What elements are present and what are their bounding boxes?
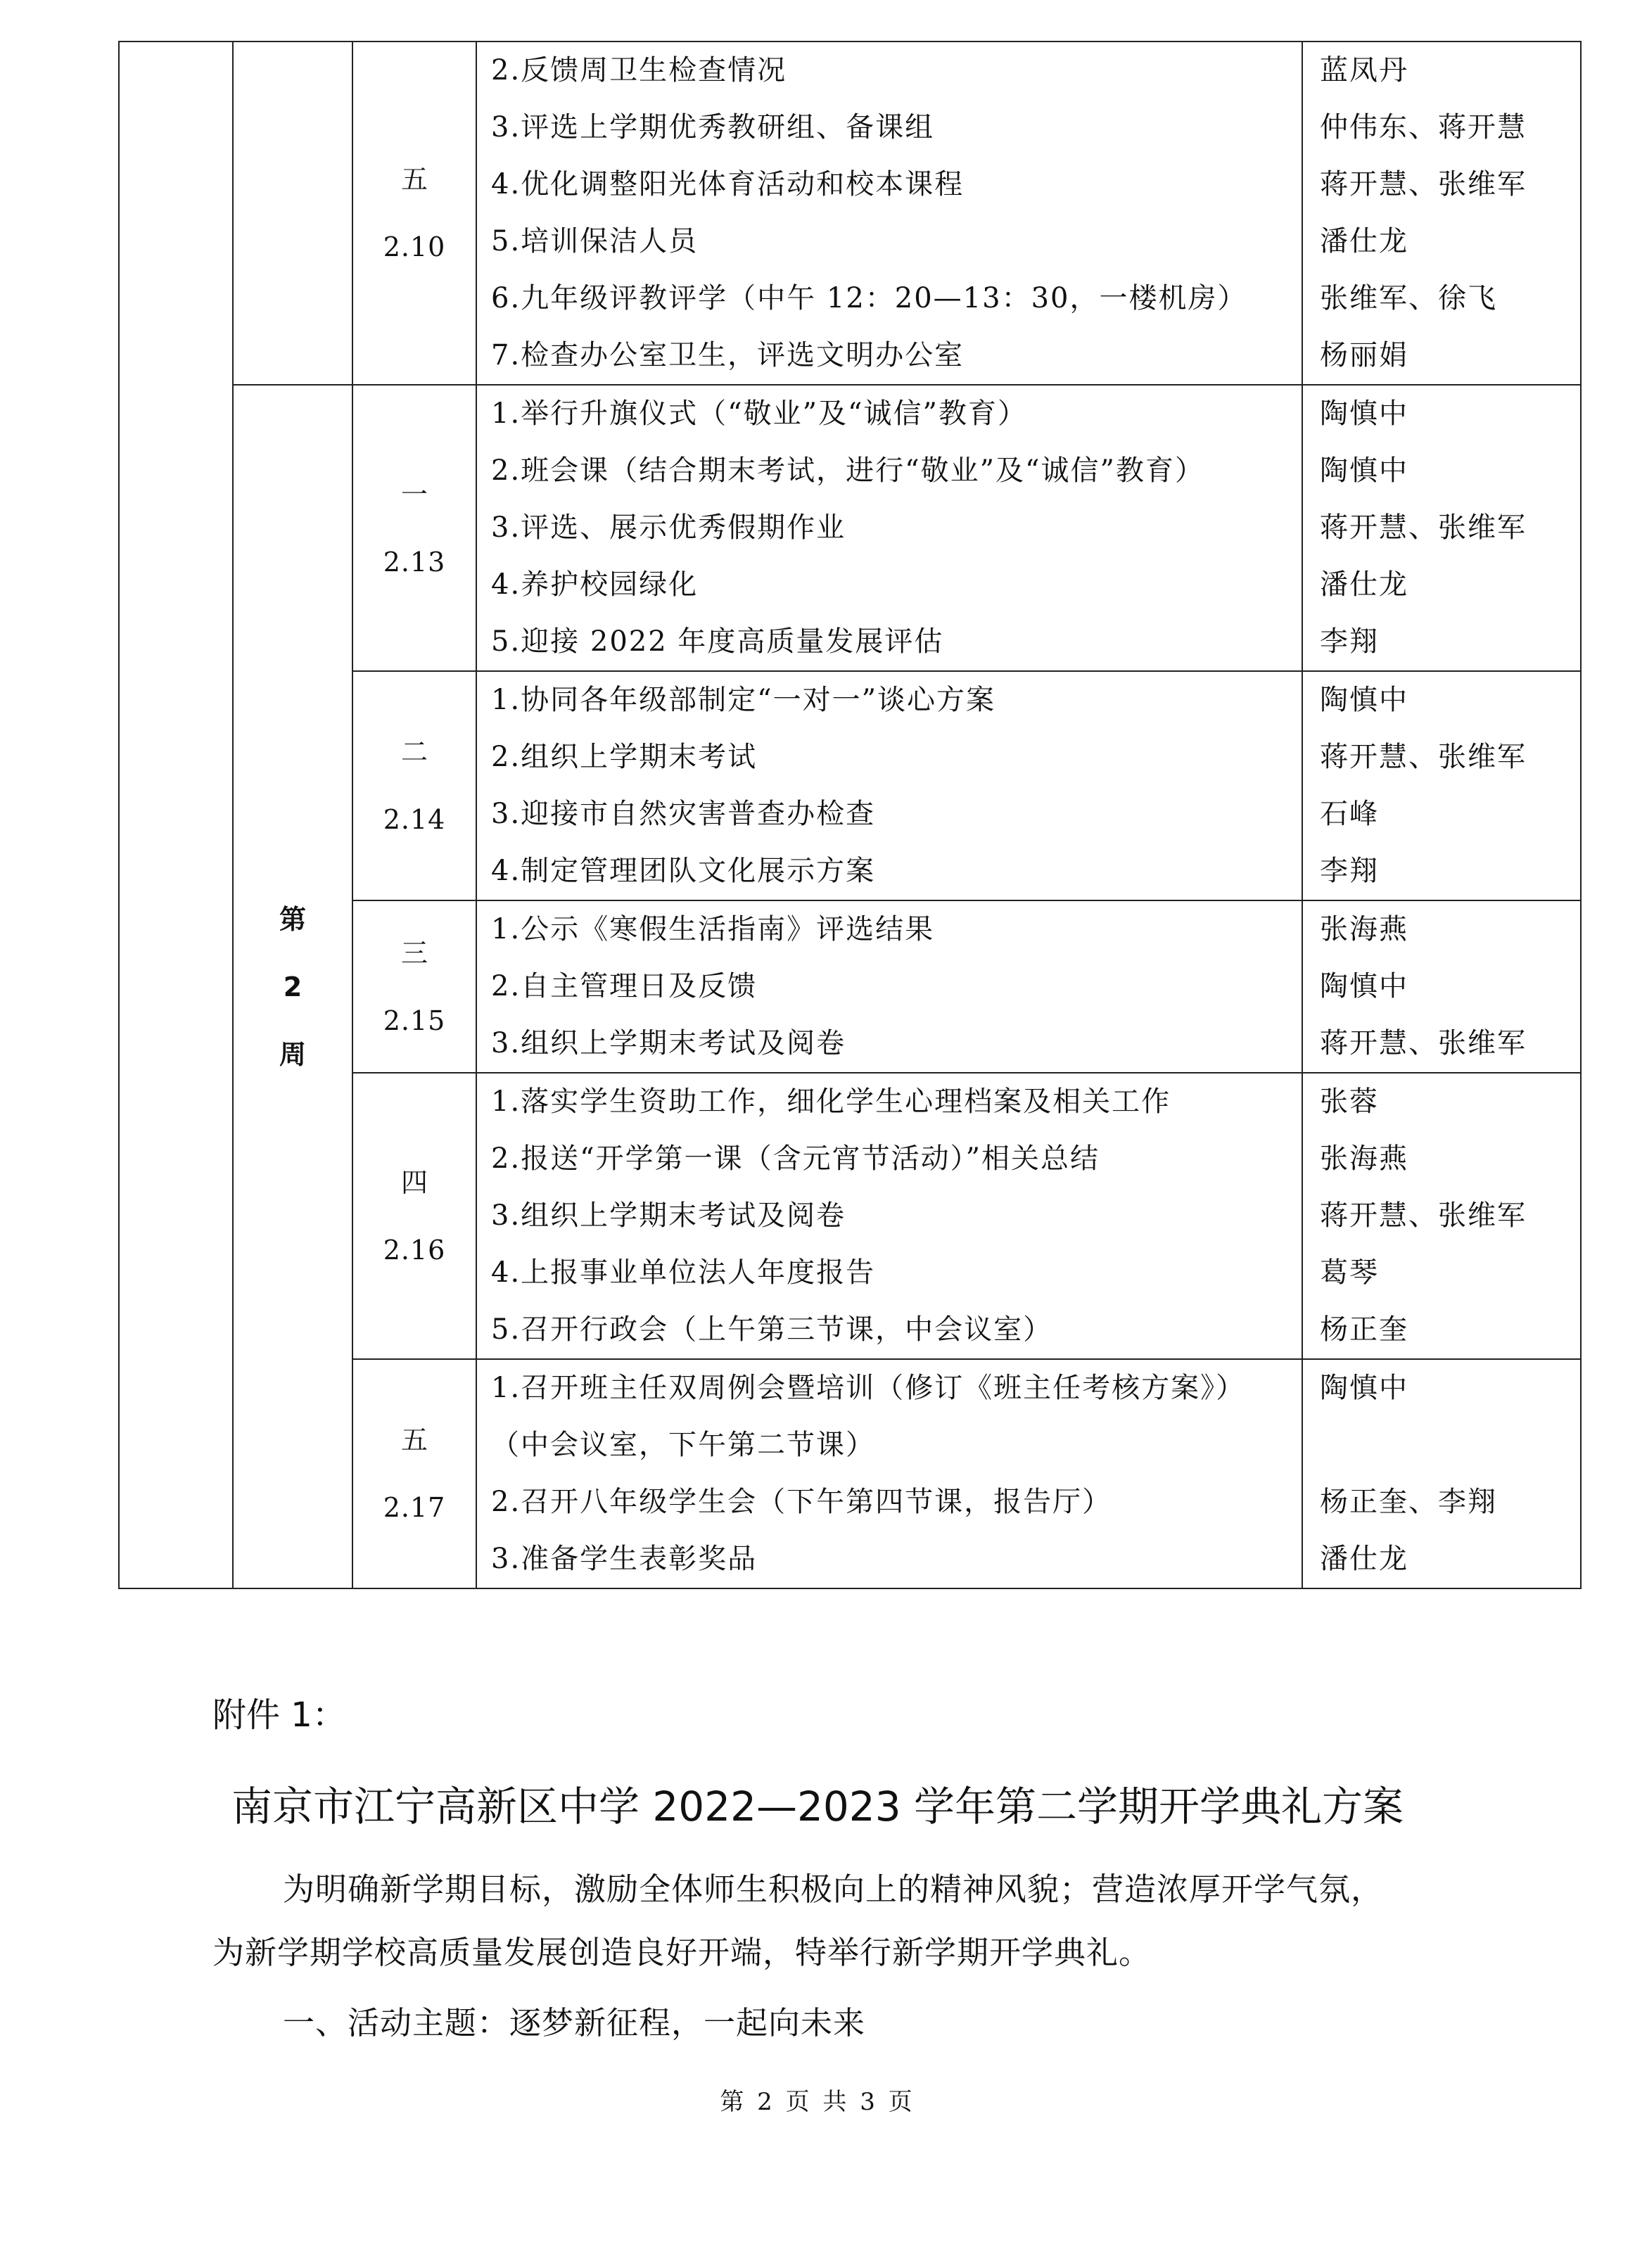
month-cell [119,42,233,1588]
task-owner: 杨丽娟 [1320,339,1408,371]
owners-cell [1302,385,1581,671]
task-owner: 蓝凤丹 [1320,54,1408,87]
day-weekday: 四 [400,1166,428,1198]
week-cell-prev [233,42,352,385]
task-item: 3.评选上学期优秀教研组、备课组 [491,111,935,144]
week-cell [233,385,352,1588]
task-owner: 石峰 [1320,798,1379,830]
task-item: 1.公示《寒假生活指南》评选结果 [491,913,935,945]
week-label-char: 2 [283,971,303,1002]
task-owner: 张维军、徐飞 [1320,282,1497,314]
task-item: 4.养护校园绿化 [491,568,699,601]
task-item: 2.报送“开学第一课（含元宵节活动）”相关总结 [491,1142,1100,1175]
task-item: 3.评选、展示优秀假期作业 [491,511,846,544]
paragraph-intro: 为明确新学期目标，激励全体师生积极向上的精神风貌；营造浓厚开学气氛， [283,1871,1384,1908]
task-item: 3.组织上学期末考试及阅卷 [491,1199,846,1232]
day-cell [352,1073,476,1359]
task-item: 5.召开行政会（上午第三节课，中会议室） [491,1313,1053,1346]
items-cell [476,900,1302,1073]
owners-cell [1302,671,1581,900]
task-owner: 李翔 [1320,855,1379,887]
task-item: 2.反馈周卫生检查情况 [491,54,787,87]
task-owner: 张海燕 [1320,913,1408,945]
task-owner: 蒋开慧、张维军 [1320,168,1527,200]
day-row [119,42,1581,385]
day-date: 2.17 [383,1492,446,1523]
owners-cell [1302,42,1581,385]
task-owner: 蒋开慧、张维军 [1320,511,1527,544]
day-cell [352,385,476,671]
task-item: 3.迎接市自然灾害普查办检查 [491,798,876,830]
day-date: 2.10 [383,231,446,262]
day-weekday: 一 [400,478,428,510]
task-owner: 杨正奎 [1320,1313,1408,1346]
task-item: 4.上报事业单位法人年度报告 [491,1256,876,1289]
day-weekday: 五 [400,164,428,195]
paragraph-intro-continued: 为新学期学校高质量发展创造良好开端，特举行新学期开学典礼。 [212,1934,1152,1971]
task-owner: 仲伟东、蒋开慧 [1320,111,1527,144]
task-owner: 张蓉 [1320,1085,1379,1118]
task-owner: 潘仕龙 [1320,1543,1408,1575]
items-cell [476,42,1302,385]
task-item: 3.组织上学期末考试及阅卷 [491,1027,846,1059]
task-owner: 陶慎中 [1320,684,1408,716]
task-owner: 葛琴 [1320,1256,1379,1289]
task-item: 4.优化调整阳光体育活动和校本课程 [491,168,965,200]
task-owner: 张海燕 [1320,1142,1408,1175]
day-date: 2.16 [383,1234,446,1266]
task-owner: 陶慎中 [1320,1372,1408,1404]
task-item: 1.召开班主任双周例会暨培训（修订《班主任考核方案》） [491,1372,1246,1404]
task-item: 1.举行升旗仪式（“敬业”及“诚信”教育） [491,397,1027,430]
section-heading-theme: 一、活动主题：逐梦新征程，一起向未来 [283,2004,866,2041]
day-date: 2.13 [383,546,446,578]
task-item: 7.检查办公室卫生，评选文明办公室 [491,339,965,371]
week-label-char: 周 [279,1038,306,1070]
task-item: 2.班会课（结合期末考试，进行“敬业”及“诚信”教育） [491,454,1204,487]
day-cell [352,42,476,385]
task-owner: 陶慎中 [1320,397,1408,430]
task-item: 1.落实学生资助工作，细化学生心理档案及相关工作 [491,1085,1171,1118]
day-date: 2.14 [383,804,446,835]
task-item: 4.制定管理团队文化展示方案 [491,855,876,887]
task-owner: 陶慎中 [1320,970,1408,1002]
day-cell [352,671,476,900]
task-item: 1.协同各年级部制定“一对一”谈心方案 [491,684,996,716]
task-owner: 潘仕龙 [1320,568,1408,601]
document-title: 南京市江宁高新区中学 2022—2023 学年第二学期开学典礼方案 [231,1783,1404,1830]
owners-cell [1302,900,1581,1073]
task-owner: 蒋开慧、张维军 [1320,1199,1527,1232]
day-row [119,385,1581,671]
task-item: 2.自主管理日及反馈 [491,970,758,1002]
task-owner: 蒋开慧、张维军 [1320,1027,1527,1059]
task-item: 6.九年级评教评学（中午 12：20—13：30，一楼机房） [491,282,1247,314]
annex-label: 附件 1： [212,1695,346,1735]
day-weekday: 五 [400,1425,428,1455]
items-cell [476,385,1302,671]
task-item: 5.培训保洁人员 [491,225,699,257]
task-item: 5.迎接 2022 年度高质量发展评估 [491,625,944,658]
owners-cell [1302,1359,1581,1588]
task-item: 2.组织上学期末考试 [491,741,758,773]
task-owner: 蒋开慧、张维军 [1320,741,1527,773]
day-cell [352,1359,476,1588]
task-owner [1320,1417,1580,1474]
items-cell [476,1073,1302,1359]
task-item: （中会议室，下午第二节课） [491,1429,875,1461]
day-cell [352,900,476,1073]
task-owner: 潘仕龙 [1320,225,1408,257]
items-cell [476,671,1302,900]
week-label-char: 第 [279,903,306,935]
task-item: 2.召开八年级学生会（下午第四节课，报告厅） [491,1486,1112,1518]
day-weekday: 三 [400,937,428,969]
task-owner: 陶慎中 [1320,454,1408,487]
page-number: 第 2 页 共 3 页 [720,2088,915,2116]
day-weekday: 二 [400,737,428,767]
task-item: 3.准备学生表彰奖品 [491,1543,758,1575]
task-owner: 杨正奎、李翔 [1320,1486,1497,1518]
day-date: 2.15 [383,1005,446,1036]
schedule-table [118,41,1582,1589]
owners-cell [1302,1073,1581,1359]
task-owner: 李翔 [1320,625,1379,658]
items-cell [476,1359,1302,1588]
